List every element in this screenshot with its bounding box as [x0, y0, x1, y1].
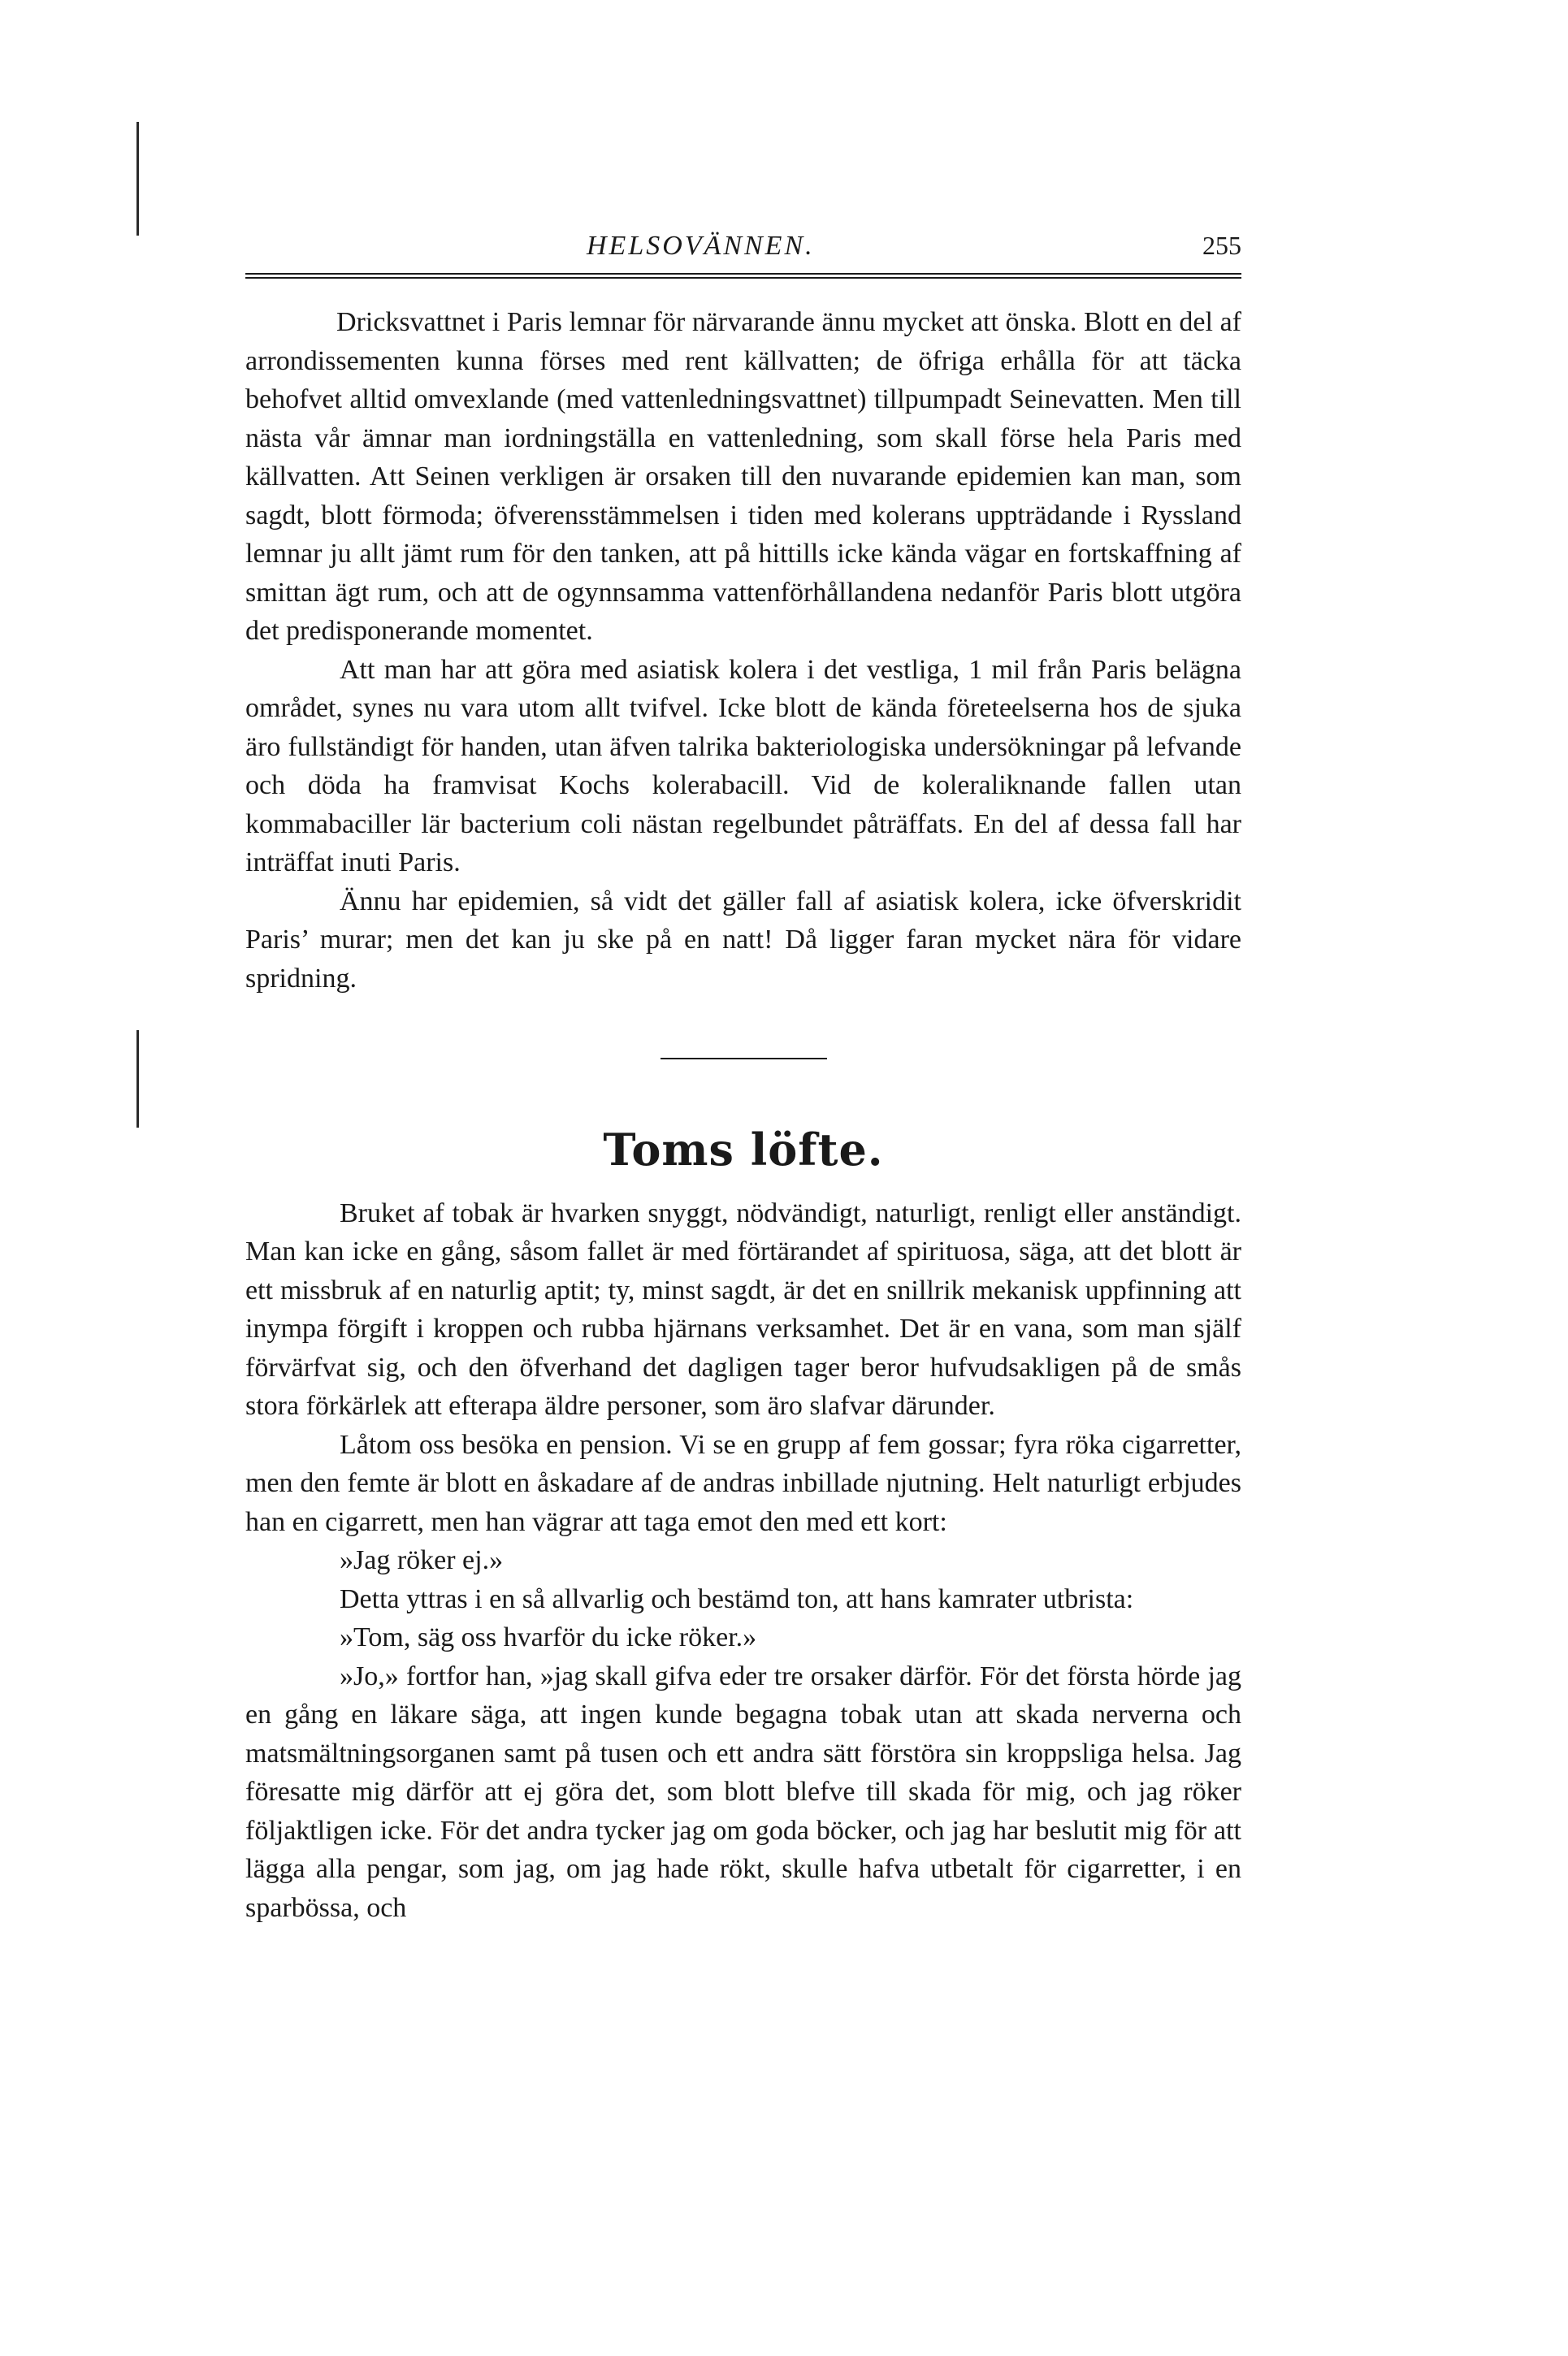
article-title: Toms löfte.: [603, 1124, 884, 1176]
scan-edge-mark: [136, 122, 139, 236]
paragraph: »Tom, säg oss hvarför du icke röker.»: [340, 1622, 757, 1652]
scan-edge-mark: [136, 1030, 139, 1128]
running-head: [245, 224, 1241, 273]
paragraph: Dricksvattnet i Paris lemnar för närvarande ännu mycket att önska. Blott en del af arrondissementen kunna förses med rent källvatten; de öfriga erhålla för att täcka behofvet alltid omvexlande (med vattenledningsvattnet) tillpumpadt Seinevatten. Men till nästa vår ämnar man iordningställa en vattenledning, som skall förse hela Paris med källvatten. Att Seinen verkligen är orsaken till den nuvarande epidemien kan man, som sagdt, blott förmoda; öfverensstämmelsen i tiden med kolerans uppträdande i Ryssland lemnar ju allt jämt rum för den tanken, att på hittills icke kända vägar en fortskaffning af smittan ägt rum, och att de ogynnsamma vattenförhållandena nedanför Paris blott utgöra det predisponerande momentet.: [245, 307, 1241, 646]
body-text: [245, 303, 1241, 1927]
paragraph: Ännu har epidemien, så vidt det gäller fall af asiatisk kolera, icke öfverskridit Paris’ murar; men det kan ju ske på en natt! Då ligger faran mycket nära för vidare spridning.: [245, 886, 1241, 994]
running-title: HELSOVÄNNEN.: [587, 231, 815, 261]
paragraph: »Jag röker ej.»: [340, 1545, 504, 1575]
header-rule: [245, 273, 1241, 279]
paragraph: Bruket af tobak är hvarken snyggt, nödvändigt, naturligt, renligt eller anständigt. Man kan icke en gång, såsom fallet är med förtärandet af spirituosa, säga, att det blott är ett missbruk af en naturlig aptit; ty, minst sagdt, är det en snillrik mekanisk uppfinning att inympa förgift i kroppen och rubba hjärnans verksamhet. Det är en vana, som man själf förvärfvat sig, och den öfverhand det dagligen tager beror hufvudsakligen på de smås stora förkärlek att efterapa äldre personer, som äro slafvar därunder.: [245, 1197, 1241, 1421]
paragraph: Låtom oss besöka en pension. Vi se en grupp af fem gossar; fyra röka cigarretter, men den femte är blott en åskadare af de andras inbillade njutning. Helt naturligt erbjudes han en cigarrett, men han vägrar att taga emot den med ett kort:: [245, 1429, 1241, 1537]
page: [245, 224, 1241, 1927]
paragraph: »Jo,» fortfor han, »jag skall gifva eder tre orsaker därför. För det första hörde jag en gång en läkare säga, att ingen kunde begagna tobak utan att skada nerverna och matsmältningsorganen samt på tusen och ett andra sätt förstöra sin kroppsliga helsa. Jag föresatte mig därför att ej göra det, som blott blefve till skada för mig, och jag röker följaktligen icke. För det andra tycker jag om goda böcker, och jag har beslutit mig för att lägga alla pengar, som jag, om jag hade rökt, skulle hafva utbetalt för cigarretter, i en sparbössa, och: [245, 1661, 1241, 1923]
paragraph: Detta yttras i en så allvarlig och bestämd ton, att hans kamrater utbrista:: [340, 1583, 1134, 1614]
paragraph: Att man har att göra med asiatisk kolera i det vestliga, 1 mil från Paris belägna området, synes nu vara utom allt tvifvel. Icke blott de kända företeelserna hos de sjuka äro fullständigt för handen, utan äfven talrika bakteriologiska undersökningar på lefvande och döda ha framvisat Kochs kolerabacill. Vid de koleraliknande fallen utan kommabaciller lär bacterium coli nästan regelbundet påträffats. En del af dessa fall har inträffat inuti Paris.: [245, 654, 1241, 877]
page-number: 255: [1202, 231, 1241, 260]
section-divider: [661, 1058, 827, 1059]
